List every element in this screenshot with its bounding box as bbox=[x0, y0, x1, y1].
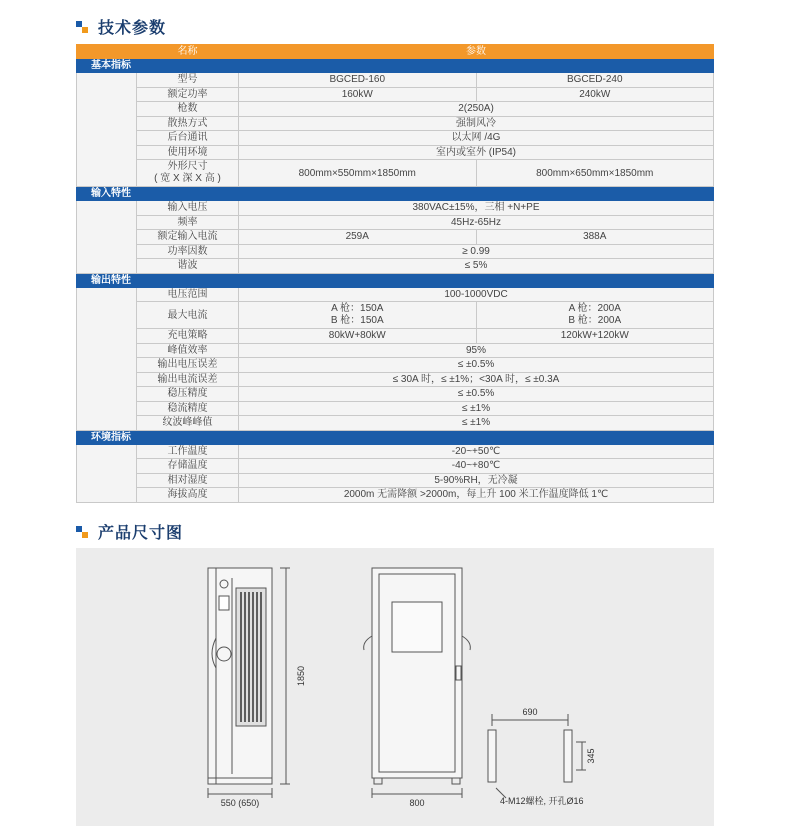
front-width-dim-label: 800 bbox=[409, 798, 425, 808]
group-env: 环境指标 bbox=[77, 430, 714, 444]
table-row: 额定功率 160kW 240kW bbox=[77, 87, 714, 102]
table-row: 枪数 2(250A) bbox=[77, 102, 714, 117]
group-basic: 基本指标 bbox=[77, 59, 714, 73]
group-output: 输出特性 bbox=[77, 273, 714, 287]
table-row: 最大电流 A 枪：150A B 枪：150A A 枪：200A B 枪：200A bbox=[77, 302, 714, 329]
table-row: 频率 45Hz-65Hz bbox=[77, 215, 714, 230]
drawing-svg bbox=[76, 548, 714, 826]
table-row: 输出电流误差 ≤ 30A 时，≤ ±1%；<30A 时，≤ ±0.3A bbox=[77, 372, 714, 387]
table-row: 电压范围 100-1000VDC bbox=[77, 287, 714, 302]
height-dim-label: 1850 bbox=[296, 665, 306, 687]
table-row: 存储温度 -40~+80℃ bbox=[77, 459, 714, 474]
table-row: 外形尺寸 ( 宽 X 深 X 高 ) 800mm×550mm×1850mm 800mm×650mm×1850mm bbox=[77, 160, 714, 187]
table-row: 型号 BGCED-160 BGCED-240 bbox=[77, 73, 714, 88]
table-row: 散热方式 强制风冷 bbox=[77, 116, 714, 131]
table-row: 输入电压 380VAC±15%，三相 +N+PE bbox=[77, 201, 714, 216]
table-row: 稳压精度 ≤ ±0.5% bbox=[77, 387, 714, 402]
table-row: 稳流精度 ≤ ±1% bbox=[77, 401, 714, 416]
spec-section-title: 技术参数 bbox=[76, 15, 166, 38]
title-marker-icon bbox=[76, 526, 88, 538]
group-input: 输入特性 bbox=[77, 187, 714, 201]
table-row: 功率因数 ≥ 0.99 bbox=[77, 244, 714, 259]
front-view bbox=[364, 568, 471, 798]
table-row: 后台通讯 以太网 /4G bbox=[77, 131, 714, 146]
table-row: 工作温度 -20~+50℃ bbox=[77, 444, 714, 459]
drawing-section-title: 产品尺寸图 bbox=[76, 520, 183, 543]
side-width-dim-label: 550 (650) bbox=[220, 798, 260, 808]
base-width-dim-label: 690 bbox=[522, 707, 538, 717]
dimension-drawing bbox=[76, 548, 714, 826]
base-view bbox=[488, 714, 586, 798]
table-row: 相对湿度 5-90%RH，无冷凝 bbox=[77, 473, 714, 488]
title-marker-icon bbox=[76, 21, 88, 33]
table-row: 额定输入电流 259A 388A bbox=[77, 230, 714, 245]
table-row: 纹波峰峰值 ≤ ±1% bbox=[77, 416, 714, 431]
table-row: 输出电压误差 ≤ ±0.5% bbox=[77, 358, 714, 373]
table-header: 名称 参数 bbox=[77, 45, 714, 59]
side-view bbox=[208, 568, 290, 798]
table-row: 谐波 ≤ 5% bbox=[77, 259, 714, 274]
table-row: 使用环境 室内或室外 (IP54) bbox=[77, 145, 714, 160]
table-row: 海拔高度 2000m 无需降额 >2000m，每上升 100 米工作温度降低 1℃ bbox=[77, 488, 714, 503]
bolt-note-label: 4-M12螺栓, 开孔Ø16 bbox=[500, 796, 584, 806]
table-row: 峰值效率 95% bbox=[77, 343, 714, 358]
table-row: 充电策略 80kW+80kW 120kW+120kW bbox=[77, 329, 714, 344]
base-depth-dim-label: 345 bbox=[586, 748, 596, 764]
spec-table bbox=[76, 44, 714, 503]
